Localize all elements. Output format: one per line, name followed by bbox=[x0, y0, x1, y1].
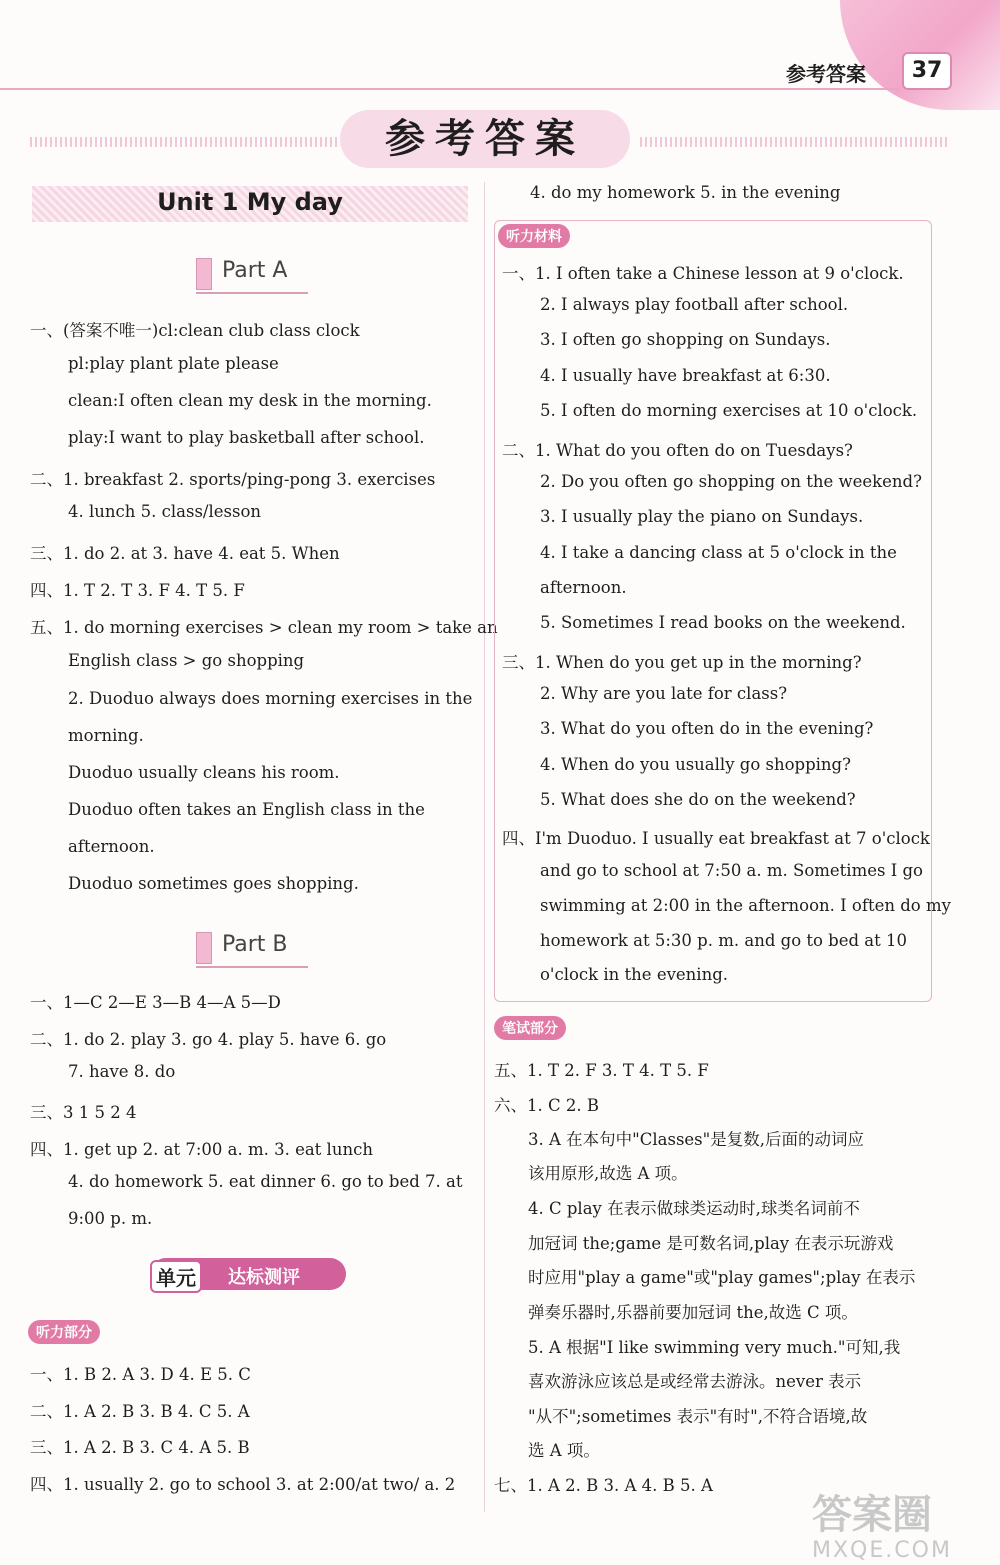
answer-line: 二、1. breakfast 2. sports/ping-pong 3. exercises bbox=[30, 470, 436, 489]
answer-line: homework at 5:30 p. m. and go to bed at 10 bbox=[540, 931, 908, 950]
answer-line: morning. bbox=[68, 726, 144, 745]
answer-line: 四、1. T 2. T 3. F 4. T 5. F bbox=[30, 581, 245, 600]
answer-line: 六、1. C 2. B bbox=[494, 1096, 599, 1115]
answer-line: 一、1—C 2—E 3—B 4—A 5—D bbox=[30, 993, 281, 1012]
answer-line: Duoduo sometimes goes shopping. bbox=[68, 874, 359, 893]
unit-test-label-b: 达标测评 bbox=[228, 1267, 300, 1288]
answer-line: 四、I'm Duoduo. I usually eat breakfast at 7 o'clock bbox=[502, 829, 930, 848]
answer-line: 4. do homework 5. eat dinner 6. go to bed 7. at bbox=[68, 1172, 463, 1191]
answer-line: English class > go shopping bbox=[68, 651, 305, 670]
part-b-tab bbox=[196, 932, 212, 964]
answer-line: 5. A 根据"I like swimming very much."可知,我 bbox=[528, 1338, 901, 1357]
answer-line: 一、(答案不唯一)cl:clean club class clock bbox=[30, 321, 360, 340]
answer-line: 2. Do you often go shopping on the weekend? bbox=[540, 472, 922, 491]
answer-line: 选 A 项。 bbox=[528, 1441, 600, 1460]
answer-line: swimming at 2:00 in the afternoon. I often do my bbox=[540, 896, 951, 915]
answer-line: "从不";sometimes 表示"有时",不符合语境,故 bbox=[528, 1407, 868, 1426]
written-section-tag: 笔试部分 bbox=[494, 1016, 566, 1040]
answer-line: play:I want to play basketball after school. bbox=[68, 428, 425, 447]
watermark bbox=[812, 1492, 952, 1563]
answer-line: 4. C play 在表示做球类运动时,球类名词前不 bbox=[528, 1199, 860, 1218]
answer-line: 四、1. get up 2. at 7:00 a. m. 3. eat lunch bbox=[30, 1140, 373, 1159]
answer-line: afternoon. bbox=[68, 837, 155, 856]
answer-line: 4. When do you usually go shopping? bbox=[540, 755, 851, 774]
title-rule-left bbox=[30, 137, 340, 147]
answer-line: 3. What do you often do in the evening? bbox=[540, 719, 874, 738]
header-rule bbox=[0, 88, 900, 90]
answer-line: 3. I usually play the piano on Sundays. bbox=[540, 507, 864, 526]
answer-line: 3. A 在本句中"Classes"是复数,后面的动词应 bbox=[528, 1130, 864, 1149]
answer-line: 喜欢游泳应该总是或经常去游泳。never 表示 bbox=[528, 1372, 862, 1391]
answer-line: o'clock in the evening. bbox=[540, 965, 729, 984]
answer-line: 2. Duoduo always does morning exercises in the bbox=[68, 689, 473, 708]
answer-line: 三、3 1 5 2 4 bbox=[30, 1103, 137, 1122]
page-title: 参考答案 bbox=[340, 110, 630, 168]
answer-line: 弹奏乐器时,乐器前要加冠词 the,故选 C 项。 bbox=[528, 1303, 858, 1322]
answer-line: 4. I take a dancing class at 5 o'clock in the bbox=[540, 543, 897, 562]
answer-line: 三、1. When do you get up in the morning? bbox=[502, 653, 862, 672]
answer-line: 二、1. do 2. play 3. go 4. play 5. have 6. go bbox=[30, 1030, 387, 1049]
answer-line: 三、1. do 2. at 3. have 4. eat 5. When bbox=[30, 544, 340, 563]
answer-line: 4. do my homework 5. in the evening bbox=[530, 183, 841, 202]
answer-line: 时应用"play a game"或"play games";play 在表示 bbox=[528, 1268, 916, 1287]
answer-line: 3. I often go shopping on Sundays. bbox=[540, 330, 831, 349]
unit-test-label-a: 单元 bbox=[150, 1260, 202, 1293]
answer-line: 五、1. do morning exercises > clean my room > take an bbox=[30, 618, 498, 637]
answer-line: 五、1. T 2. F 3. T 4. T 5. F bbox=[494, 1061, 709, 1080]
answer-line: 二、1. What do you often do on Tuesdays? bbox=[502, 441, 853, 460]
answer-line: 二、1. A 2. B 3. B 4. C 5. A bbox=[30, 1402, 250, 1421]
answer-line: 9:00 p. m. bbox=[68, 1209, 153, 1228]
answer-line: 4. lunch 5. class/lesson bbox=[68, 502, 262, 521]
answer-line: 四、1. usually 2. go to school 3. at 2:00/at two/ a. 2 bbox=[30, 1475, 456, 1494]
answer-line: 5. What does she do on the weekend? bbox=[540, 790, 856, 809]
answer-line: 加冠词 the;game 是可数名词,play 在表示玩游戏 bbox=[528, 1234, 894, 1253]
answer-line: 该用原形,故选 A 项。 bbox=[528, 1164, 688, 1183]
answer-line: and go to school at 7:50 a. m. Sometimes I go bbox=[540, 861, 923, 880]
answer-line: 5. Sometimes I read books on the weekend. bbox=[540, 613, 906, 632]
answer-line: afternoon. bbox=[540, 578, 627, 597]
title-rule-right bbox=[640, 137, 950, 147]
unit-title: Unit 1 My day bbox=[157, 188, 343, 216]
answer-line: 2. Why are you late for class? bbox=[540, 684, 788, 703]
listening-section-tag: 听力部分 bbox=[28, 1320, 100, 1344]
answer-line: 4. I usually have breakfast at 6:30. bbox=[540, 366, 831, 385]
answer-line: 5. I often do morning exercises at 10 o'clock. bbox=[540, 401, 918, 420]
answer-line: 一、1. B 2. A 3. D 4. E 5. C bbox=[30, 1365, 251, 1384]
page-number: 37 bbox=[902, 52, 952, 90]
answer-line: clean:I often clean my desk in the morning. bbox=[68, 391, 432, 410]
answer-line: 2. I always play football after school. bbox=[540, 295, 849, 314]
answer-line: Duoduo often takes an English class in the bbox=[68, 800, 425, 819]
watermark-top: 答案圈 bbox=[812, 1492, 932, 1538]
answer-line: 7. have 8. do bbox=[68, 1062, 176, 1081]
part-a-tab bbox=[196, 258, 212, 290]
part-a-label: Part A bbox=[222, 258, 288, 283]
listening-material-tag: 听力材料 bbox=[498, 224, 570, 248]
column-divider bbox=[484, 182, 485, 1512]
answer-line: Duoduo usually cleans his room. bbox=[68, 763, 340, 782]
header-section: 参考答案 bbox=[786, 62, 866, 86]
answer-line: 七、1. A 2. B 3. A 4. B 5. A bbox=[494, 1476, 713, 1495]
answer-line: pl:play plant plate please bbox=[68, 354, 279, 373]
watermark-bottom: MXQE.COM bbox=[812, 1538, 952, 1563]
answer-line: 三、1. A 2. B 3. C 4. A 5. B bbox=[30, 1438, 250, 1457]
part-b-label: Part B bbox=[222, 932, 288, 957]
answer-line: 一、1. I often take a Chinese lesson at 9 o'clock. bbox=[502, 264, 904, 283]
